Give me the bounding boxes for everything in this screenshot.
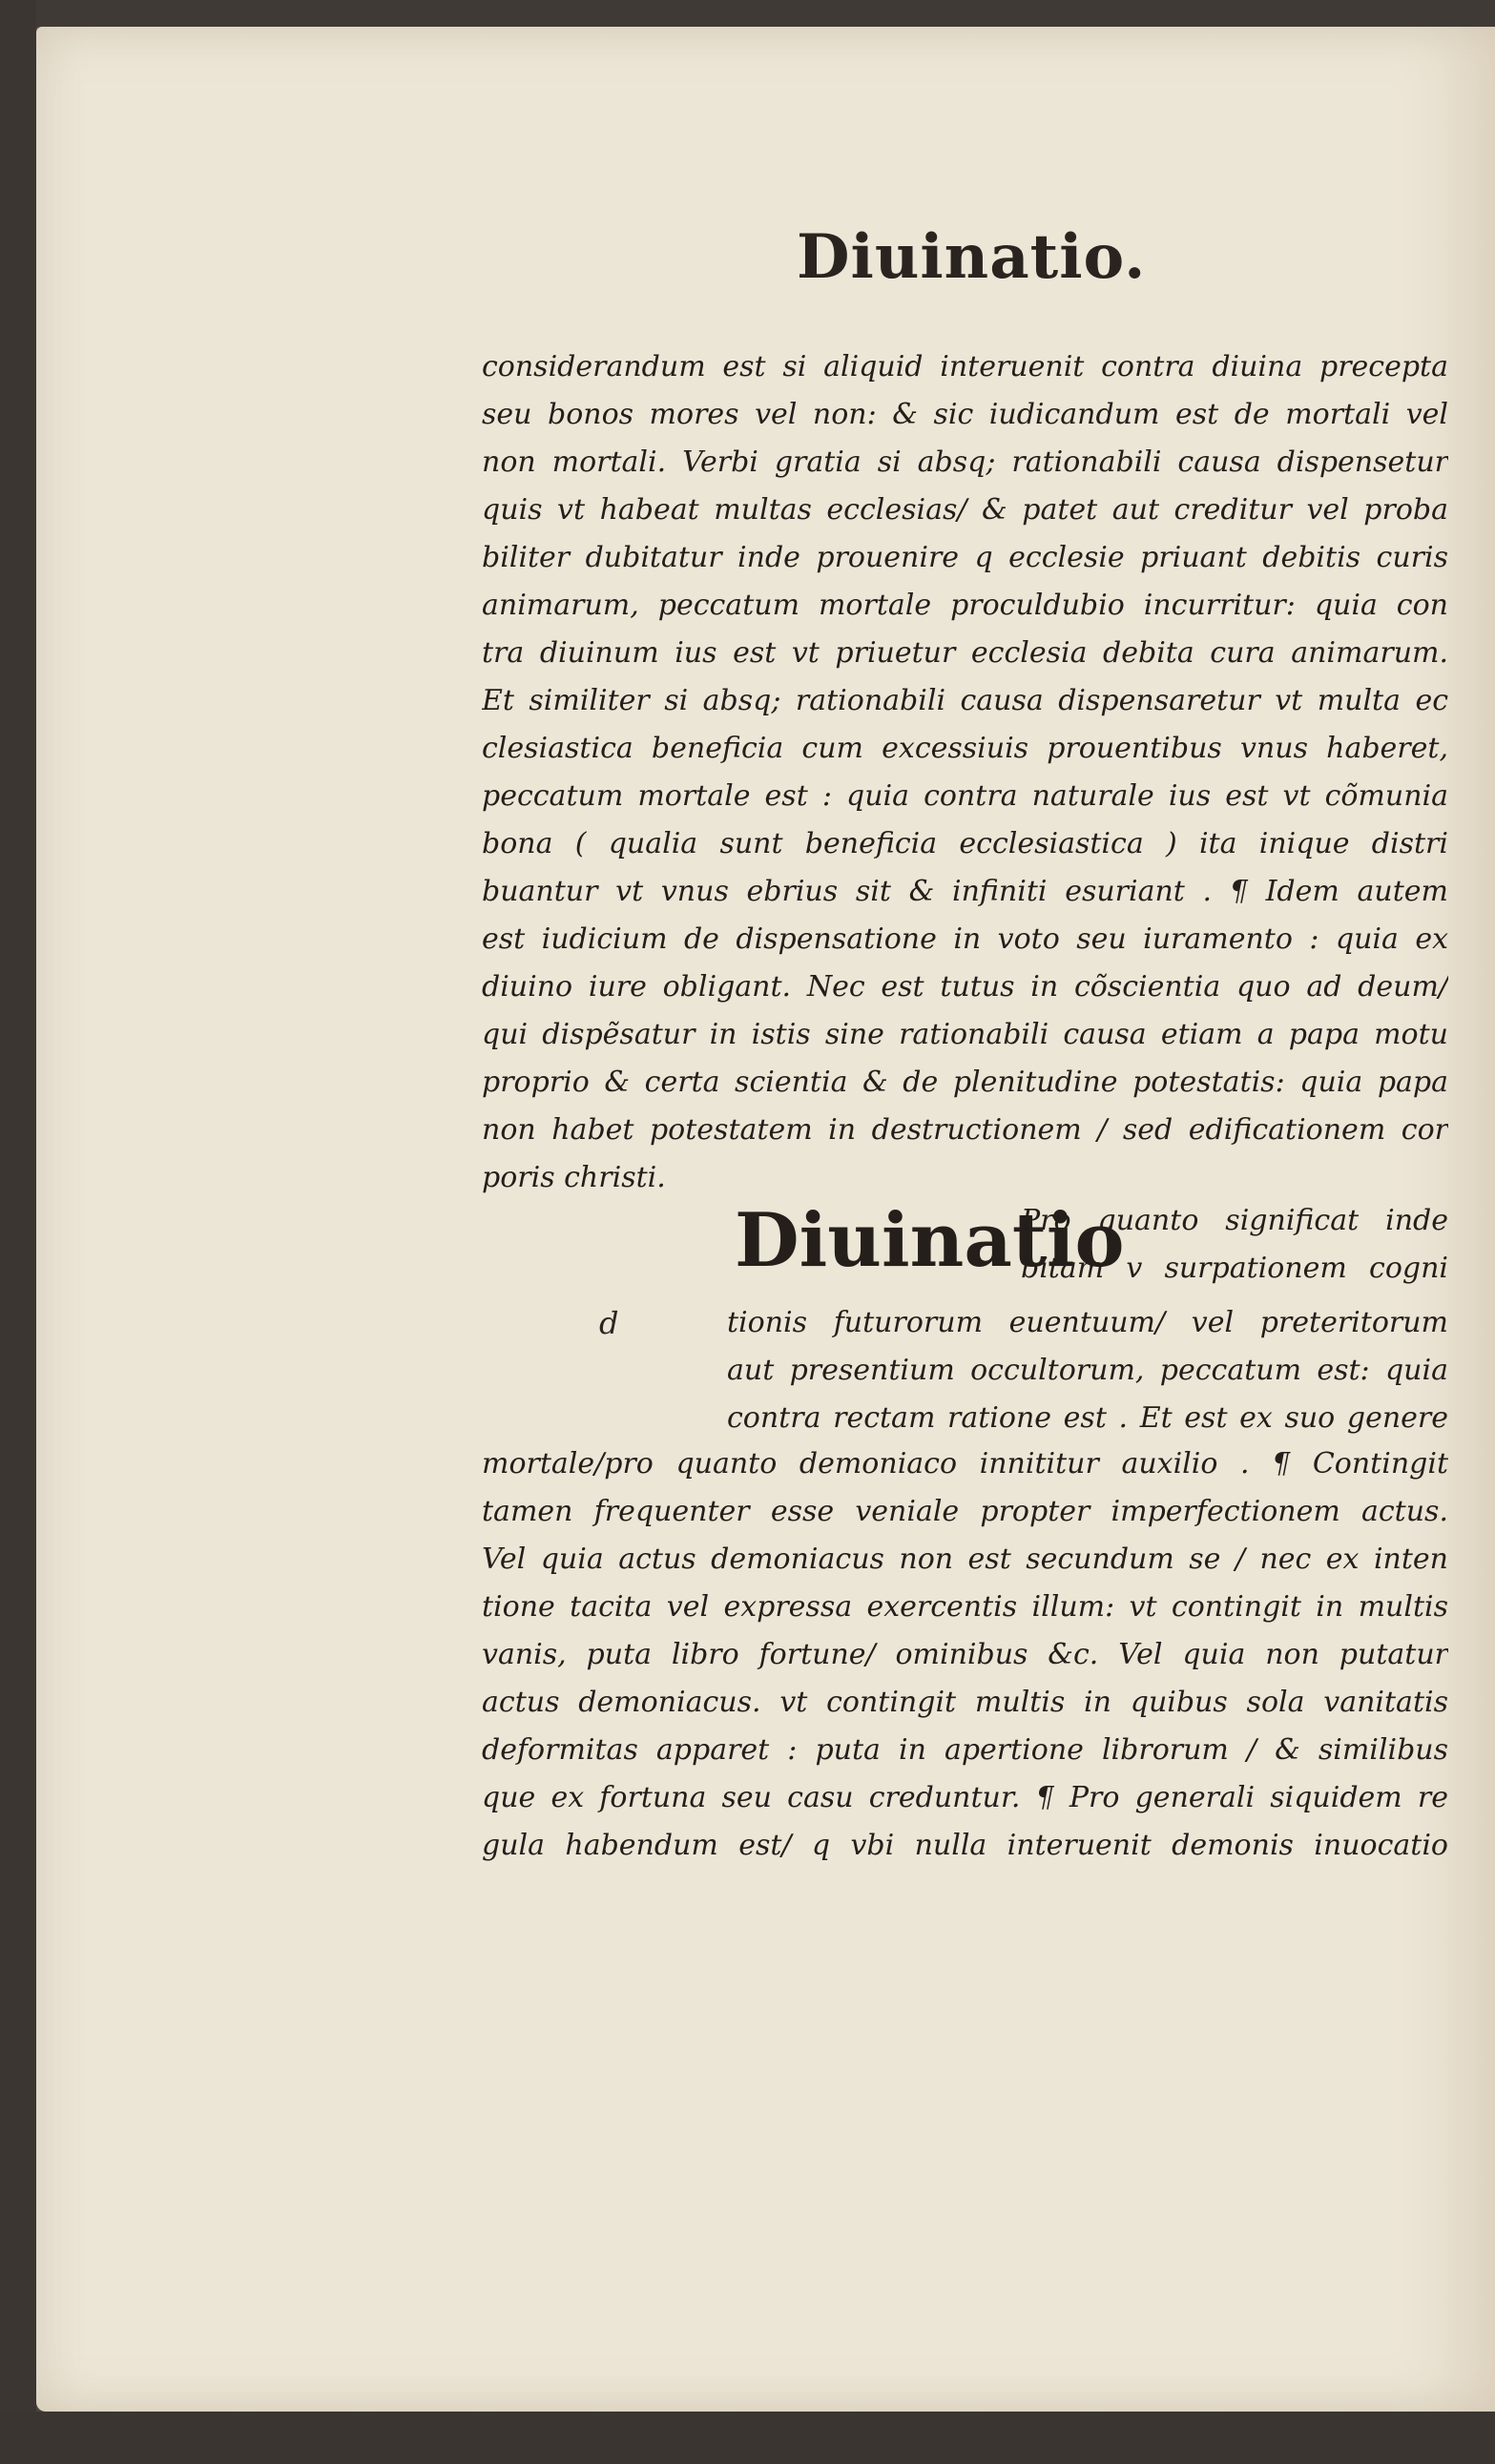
section-1-text [482,343,1448,1202]
scan-border-left [0,0,36,2464]
text-line: bitam v surpationem cogni [1021,1252,1448,1285]
text-line: qui dispẽsatur in istis sine rationabili causa etiam a papa motu [482,1018,1448,1051]
text-line: animarum, peccatum mortale proculdubio incurritur: quia con [482,589,1448,622]
scan-border-top [0,0,1495,27]
text-line: buantur vt vnus ebrius sit & infiniti esuriant . ¶ Idem autem [482,875,1448,908]
text-column [482,343,1448,1202]
text-line: tamen frequenter esse veniale propter imperfectionem actus. [482,1495,1448,1528]
running-head: Diuinatio. [797,221,1147,293]
text-line: seu bonos mores vel non: & sic iudicandum est de mortali vel [482,398,1448,431]
section-2-text [482,1440,1448,1870]
text-line: Vel quia actus demoniacus non est secundum se / nec ex inten [482,1543,1448,1576]
text-line: mortale/pro quanto demoniaco innititur auxilio . ¶ Contingit [482,1447,1448,1480]
text-line: proprio & certa scientia & de plenitudine potestatis: quia papa [482,1066,1448,1099]
text-line: non mortali. Verbi gratia si absq; rationabili causa dispensetur [482,445,1448,479]
text-line: bona ( qualia sunt beneficia ecclesiastica ) ita inique distri [482,827,1448,860]
text-line: aut presentium occultorum, peccatum est: quia [727,1354,1448,1387]
text-line: gula habendum est/ q vbi nulla interuenit demonis inuocatio [482,1829,1448,1862]
text-line: tione tacita vel expressa exercentis illum: vt contingit in multis [482,1590,1448,1624]
text-line: contra rectam ratione est . Et est ex suo genere [727,1401,1448,1435]
text-line: clesiastica beneficia cum excessiuis prouentibus vnus haberet, [482,732,1448,765]
section-2-heading: Diuinatio [735,1197,1125,1284]
marginal-letter: d [599,1305,619,1341]
text-line: tra diuinum ius est vt priuetur ecclesia debita cura animarum. [482,636,1448,670]
text-line: vanis, puta libro fortune/ ominibus &c. Vel quia non putatur [482,1638,1448,1671]
text-line: Et similiter si absq; rationabili causa dispensaretur vt multa ec [482,684,1448,717]
text-line: considerandum est si aliquid interuenit contra diuina precepta [482,350,1448,383]
text-line: quis vt habeat multas ecclesias/ & patet aut creditur vel proba [482,493,1448,527]
text-line: diuino iure obligant. Nec est tutus in cõscientia quo ad deum/ [482,970,1448,1004]
text-line: tionis futurorum euentuum/ vel preteritorum [727,1306,1448,1339]
text-line: Pro quanto significat inde [1021,1204,1448,1237]
text-line: biliter dubitatur inde prouenire q ecclesie priuant debitis curis [482,541,1448,574]
text-line: est iudicium de dispensatione in voto seu iuramento : quia ex [482,922,1448,956]
text-line: poris christi. [482,1161,666,1194]
text-line: non habet potestatem in destructionem / sed edificationem cor [482,1113,1448,1147]
text-line: actus demoniacus. vt contingit multis in quibus sola vanitatis [482,1686,1448,1719]
text-line: peccatum mortale est : quia contra naturale ius est vt cõmunia [482,779,1448,813]
text-line: deformitas apparet : puta in apertione librorum / & similibus [482,1733,1448,1767]
text-line: que ex fortuna seu casu creduntur. ¶ Pro generali siquidem re [482,1781,1448,1814]
scan-border-bottom [0,2412,1495,2464]
